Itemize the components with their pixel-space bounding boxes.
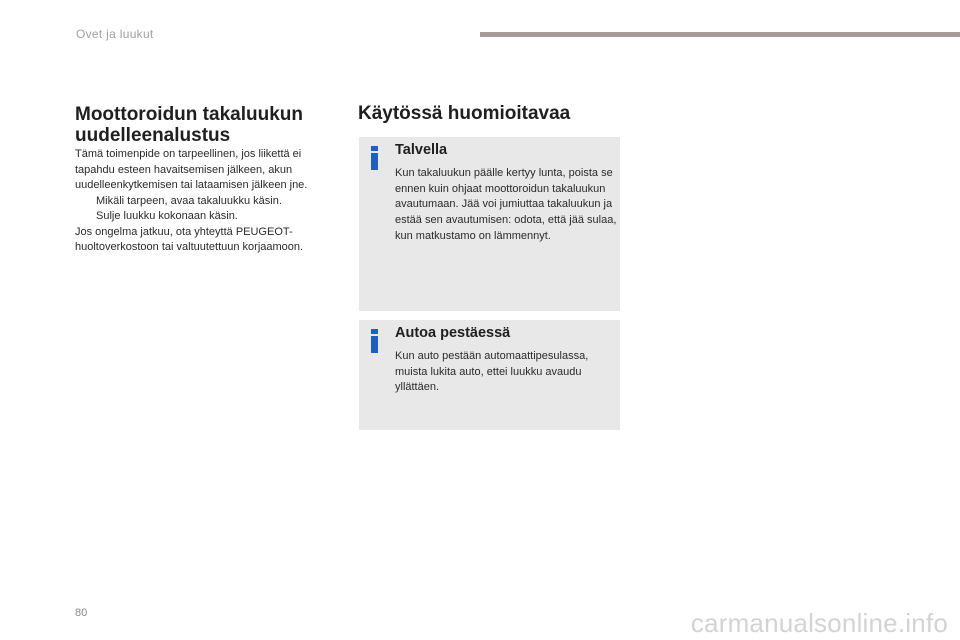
- info-box-title: Autoa pestäessä: [395, 325, 511, 341]
- arrow-icon: [75, 209, 96, 225]
- list-item: [75, 194, 343, 210]
- info-icon: [371, 146, 378, 170]
- info-icon: [371, 329, 378, 353]
- section-header: Ovet ja luukut: [76, 27, 154, 41]
- list-item: [75, 209, 343, 225]
- watermark: carmanualsonline.info: [690, 608, 948, 638]
- reset-intro: Tämä toimenpide on tarpeellinen, jos liikettä ei tapahdu esteen havaitsemisen jälkeen, akun uudelleenkytkemisen tai lataamisen jälkeen jne.: [75, 148, 308, 191]
- arrow-icon: [75, 194, 96, 210]
- page-number: 80: [75, 607, 88, 619]
- info-box-title: Talvella: [395, 142, 448, 158]
- info-box-winter: [359, 137, 620, 311]
- reset-title: Moottoroidun takaluukun uudelleenalustus: [75, 104, 303, 146]
- bullet-text: Mikäli tarpeen, avaa takaluukku käsin.: [96, 194, 282, 207]
- info-box-text: Kun takaluukun päälle kertyy lunta, poista se ennen kuin ohjaat moottoroidun takaluukun avautumaan. Jää voi jumiuttaa takaluukun ja estää sen avautumisen: odota, että jää sulaa, kun matkustamo on lämmennyt.: [395, 167, 617, 242]
- info-box-carwash: [359, 320, 620, 430]
- usage-title: Käytössä huomioitavaa: [358, 103, 571, 124]
- info-box-text: Kun auto pestään automaattipesulassa, muista lukita auto, ettei luukku avaudu yllättäen.: [395, 350, 589, 394]
- reset-body: [75, 147, 343, 256]
- bullet-text: Sulje luukku kokonaan käsin.: [96, 210, 238, 222]
- header-bar: [480, 32, 960, 37]
- reset-outro: Jos ongelma jatkuu, ota yhteyttä PEUGEOT-huoltoverkostoon tai valtuutettuun korjaamoon.: [75, 225, 304, 253]
